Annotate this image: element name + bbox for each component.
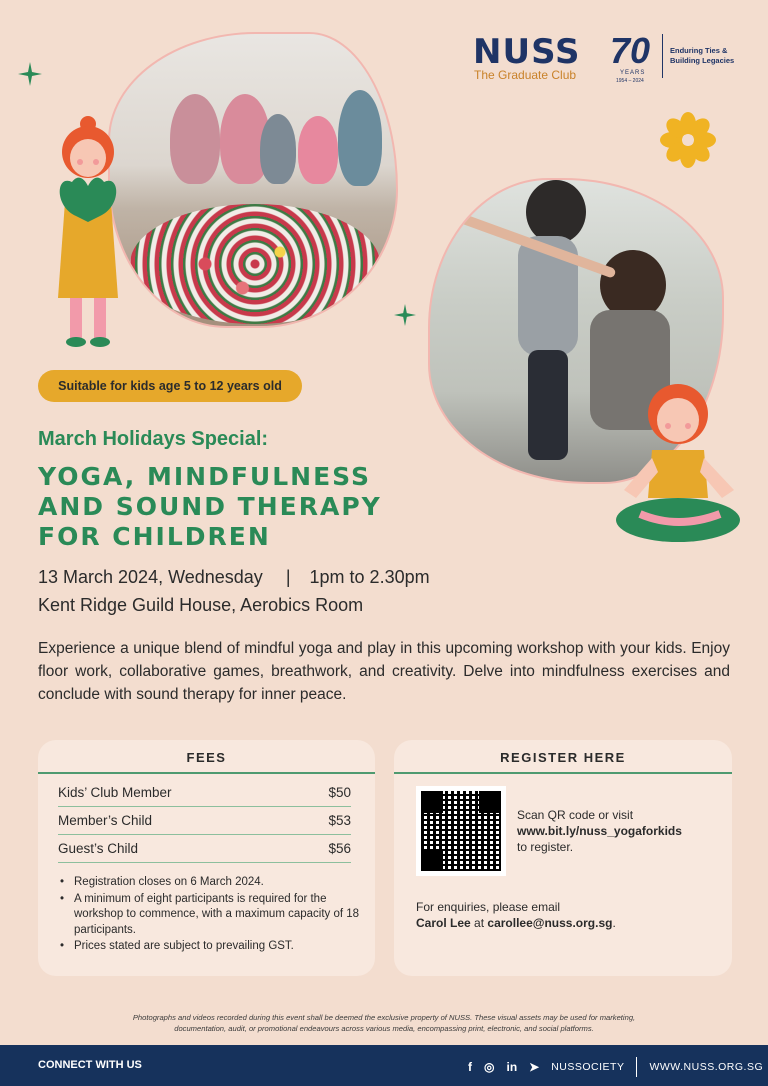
title-line: YOGA, MINDFULNESS — [38, 462, 372, 491]
title-line: FOR CHILDREN — [38, 522, 271, 551]
fee-label: Kids’ Club Member — [58, 785, 172, 800]
linkedin-icon[interactable]: in — [506, 1060, 518, 1074]
flower-icon — [660, 112, 716, 168]
fees-heading: FEES — [186, 750, 227, 765]
register-divider — [394, 772, 732, 774]
social-links — [468, 1057, 763, 1077]
logo-divider — [662, 34, 663, 78]
fee-note: • A minimum of eight participants is required for the workshop to commence, with a maximum capacity of 18 participants. — [58, 892, 363, 939]
meditating-girl-illustration — [612, 380, 746, 546]
contact-at: at — [474, 916, 485, 930]
media-disclaimer: Photographs and videos recorded during this event shall be deemed the exclusive property of NUSS. These visual assets may be used for marketing, documentation, audit, or promotional endeavours across various media, encompassing print, electronic, and social platforms. — [132, 1013, 636, 1033]
event-subtitle: March Holidays Special: — [38, 428, 269, 450]
fees-divider — [38, 772, 375, 774]
register-link[interactable]: www.bit.ly/nuss_yogaforkids — [517, 824, 682, 838]
enquiry-text: For enquiries, please email — [416, 900, 561, 914]
footer-divider — [636, 1057, 637, 1077]
fee-price: $50 — [328, 785, 351, 800]
telegram-icon[interactable]: ➤ — [529, 1060, 540, 1074]
register-instructions — [517, 807, 727, 855]
event-venue: Kent Ridge Guild House, Aerobics Room — [38, 595, 364, 615]
enquiry-info — [416, 899, 716, 931]
register-card — [394, 740, 732, 976]
fee-label: Member’s Child — [58, 813, 153, 828]
fee-row — [58, 813, 351, 835]
sparkle-icon — [394, 304, 416, 326]
event-date: 13 March 2024, Wednesday — [38, 567, 263, 587]
nuss-logo: NUSS — [473, 32, 581, 72]
fee-note: • Prices stated are subject to prevailing GST. — [58, 939, 363, 955]
girl-heart-illustration — [46, 108, 130, 352]
instagram-icon[interactable]: ◎ — [484, 1060, 495, 1074]
fee-price: $56 — [328, 841, 351, 856]
website-link[interactable]: WWW.NUSS.ORG.SG — [649, 1061, 764, 1073]
social-handle[interactable]: NUSSOCIETY — [551, 1061, 625, 1073]
anniversary-years: YEARS — [620, 70, 646, 76]
fee-row — [58, 841, 351, 863]
title-line: AND SOUND THERAPY — [38, 492, 382, 521]
age-badge: Suitable for kids age 5 to 12 years old — [38, 370, 302, 402]
event-title — [38, 462, 438, 552]
registration-qr-code[interactable] — [416, 786, 506, 876]
logo-subtitle: The Graduate Club — [474, 68, 577, 82]
anniversary-number: 70 — [610, 30, 651, 71]
sparkle-icon — [18, 62, 42, 86]
fees-card — [38, 740, 375, 976]
connect-label: CONNECT WITH US — [38, 1059, 142, 1071]
event-datetime — [38, 567, 430, 588]
register-heading: REGISTER HERE — [500, 750, 626, 765]
contact-period: . — [612, 916, 616, 930]
fee-price: $53 — [328, 813, 351, 828]
fee-note: • Registration closes on 6 March 2024. — [58, 875, 363, 891]
anniversary-range: 1954 – 2024 — [616, 78, 644, 84]
contact-email-link[interactable]: carollee@nuss.org.sg — [487, 916, 613, 930]
fee-row — [58, 785, 351, 807]
footer-bar — [0, 1045, 768, 1086]
fees-notes — [58, 875, 363, 956]
contact-name: Carol Lee — [416, 916, 471, 930]
date-separator: | — [285, 567, 291, 587]
scan-text: Scan QR code or visit — [517, 808, 634, 822]
event-description: Experience a unique blend of mindful yoga and play in this upcoming workshop with your kids. Enjoy floor work, collaborative games, breathwork, and creativity. Delve into mindfulness exercises and conclude with sound therapy for inner peace. — [38, 640, 730, 703]
fee-label: Guest’s Child — [58, 841, 139, 856]
to-register-text: to register. — [517, 840, 574, 854]
logo-tagline: Enduring Ties & Building Legacies — [670, 46, 735, 65]
event-time: 1pm to 2.30pm — [309, 567, 430, 587]
group-yoga-photo — [108, 32, 398, 328]
facebook-icon[interactable]: f — [468, 1060, 472, 1074]
